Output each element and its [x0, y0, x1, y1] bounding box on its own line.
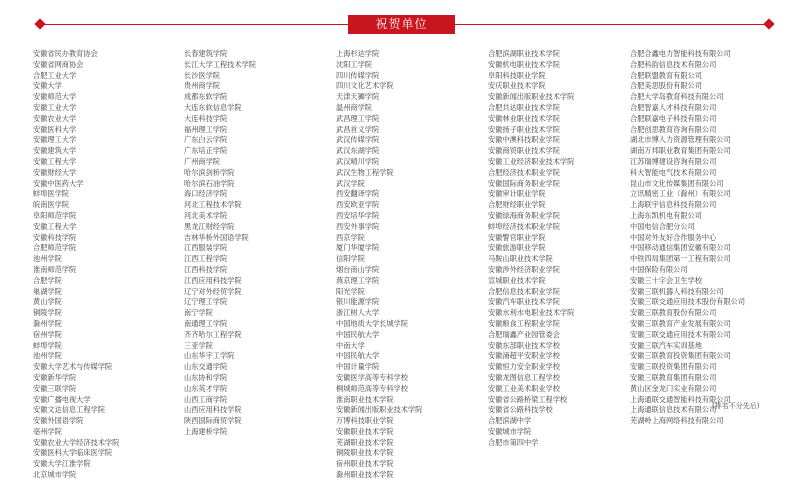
sponsor-name: 安徽大学 — [33, 81, 62, 91]
sponsor-name: 山东协和学院 — [184, 372, 228, 382]
sponsor-name: 安徽农业大学 — [33, 113, 77, 123]
sponsor-name: 合肥师范学院 — [33, 243, 77, 253]
sponsor-name: 合肥科韵信息技术有限公司 — [630, 59, 717, 69]
sponsor-name: 马鞍山职业技术学院 — [488, 254, 553, 264]
sponsor-column-2 — [184, 49, 256, 438]
sponsor-name: 山东交通学院 — [184, 362, 228, 372]
sponsor-name: 安徽三联教育投资集团有限公司 — [630, 351, 731, 361]
sponsor-name: 山西应用科技学院 — [184, 405, 242, 415]
sponsor-name: 安徽省民办教育协会 — [33, 49, 98, 58]
sponsor-name: 安徽工程大学 — [33, 221, 77, 231]
sponsor-name: 烟台南山学院 — [336, 264, 380, 274]
sponsor-name: 合肥市第四中学 — [488, 437, 539, 447]
sponsor-name: 安徽财经大学 — [33, 167, 77, 177]
sponsor-name: 三亚学院 — [184, 340, 213, 350]
sponsor-name: 铜陵学院 — [33, 308, 62, 318]
sponsor-name: 安徽师范大学 — [33, 92, 77, 102]
diamond-ornament-left — [34, 18, 45, 29]
sponsor-name: 安徽三联教育产业发展有限公司 — [630, 318, 731, 328]
sponsor-name: 安徽三十字会卫生学校 — [630, 275, 702, 285]
sponsor-name: 安徽龙图信息工程学校 — [488, 372, 560, 382]
diamond-ornament-right — [763, 18, 774, 29]
header-rule-right — [455, 24, 765, 25]
sponsor-name: 蚌埠学院 — [33, 340, 62, 350]
sponsor-name: 长江大学工程技术学院 — [184, 59, 256, 69]
sponsor-name: 安徽医科大学 — [33, 124, 77, 134]
sponsor-name: 合肥美思股份有限公司 — [630, 81, 702, 91]
sponsor-name: 江西工程学院 — [184, 254, 228, 264]
sponsor-name: 四川文化艺术学院 — [336, 81, 394, 91]
sponsor-name: 安徽三联学院 — [33, 383, 77, 393]
sponsor-name: 安徽建筑大学 — [33, 146, 77, 156]
sponsor-name: 上海通联信息技术有限公司 — [630, 405, 717, 415]
sponsor-name: 合肥大学岛教育科技有限公司 — [630, 92, 724, 102]
sponsor-name: 山东英才学院 — [184, 383, 228, 393]
sponsor-name: 南宁学院 — [184, 308, 213, 318]
sponsor-name: 池州学院 — [33, 351, 62, 361]
sponsor-name: 安徽外国语学院 — [33, 416, 84, 426]
sponsor-name: 黄山学院 — [33, 297, 62, 307]
sponsor-name: 河北美术学院 — [184, 210, 228, 220]
sponsor-name: 皖南医学院 — [33, 200, 69, 210]
page-title: 祝贺单位 — [348, 15, 455, 34]
sponsor-name: 安庆职业技术学院 — [488, 81, 546, 91]
sponsor-name: 万博科技职业学院 — [336, 416, 394, 426]
sponsor-name: 安徽林业职业技术学院 — [488, 113, 560, 123]
sponsor-name: 湖北市博人力资源管理有限公司 — [630, 135, 731, 145]
header-rule-left — [42, 24, 348, 25]
sponsor-name: 广东白云学院 — [184, 135, 228, 145]
sponsor-name: 宿州学院 — [33, 329, 62, 339]
sponsor-name: 合肥财经职业学院 — [488, 200, 546, 210]
sponsor-name: 武昌理工学院 — [336, 113, 380, 123]
sponsor-name: 桐城师范高等专科学校 — [336, 383, 408, 393]
sponsor-name: 安徽新闻出版职业技术学院 — [488, 92, 575, 102]
sponsor-name: 安徽中医药大学 — [33, 178, 84, 188]
sponsor-name: 山西工商学院 — [184, 394, 228, 404]
sponsor-name: 芜湖岭上海网络科技有限公司 — [630, 416, 724, 426]
sponsor-name: 安徽三联汽车实训基地 — [630, 340, 702, 350]
sponsor-name: 阳光学院 — [336, 286, 365, 296]
sponsor-name: 江西应用科技学院 — [184, 275, 242, 285]
sponsor-name: 上海东凯机电有限公司 — [630, 210, 702, 220]
sponsor-name: 淮南职业技术学院 — [336, 394, 394, 404]
sponsor-name: 福州理工学院 — [184, 124, 228, 134]
sponsor-name: 天津天狮学院 — [336, 92, 380, 102]
sponsor-name: 中国民航大学 — [336, 329, 380, 339]
sponsor-name: 黄山区金龙门实业有限公司 — [630, 383, 717, 393]
sponsor-name: 合肥合鑫电力智能科技有限公司 — [630, 49, 731, 58]
header — [0, 0, 798, 50]
sponsor-name: 武昌首义学院 — [336, 124, 380, 134]
sponsor-name: 合肥创思教育咨询有限公司 — [630, 124, 717, 134]
sponsor-name: 安徽职业技术学院 — [336, 426, 394, 436]
sponsor-name: 安徽三联交通应用技术有限公司 — [630, 329, 731, 339]
sponsor-name: 中国计量学院 — [336, 362, 380, 372]
sponsor-name: 安徽东部职业技术学校 — [488, 340, 560, 350]
sponsor-name: 北京城市学院 — [33, 470, 77, 480]
sponsor-name: 中国保险有限公司 — [630, 264, 688, 274]
sponsor-name: 江西科技学院 — [184, 264, 228, 274]
sponsor-name: 安徽新闻出版职业技术学院 — [336, 405, 423, 415]
sponsor-name: 安徽扬子职业技术学院 — [488, 124, 560, 134]
sponsor-name: 浙江树人大学 — [336, 308, 380, 318]
sponsor-name: 武汉晴川学院 — [336, 156, 380, 166]
sponsor-name: 上海通联交通智能科技有限公司 — [630, 394, 731, 404]
sponsor-name: 西安培华学院 — [336, 210, 380, 220]
sponsor-name: 安徽涌超平安职业学校 — [488, 351, 560, 361]
sponsor-name: 中国电信合肥分公司 — [630, 221, 695, 231]
sponsor-name: 安徽警官职业学院 — [488, 232, 546, 242]
sponsor-column-5 — [630, 49, 745, 427]
sponsor-name: 贵州商学院 — [184, 81, 220, 91]
sponsor-name: 安徽大学江淮学院 — [33, 459, 91, 469]
sponsor-name: 安徽科技学院 — [33, 232, 77, 242]
sponsor-name: 银川能源学院 — [336, 297, 380, 307]
sponsor-name: 合肥联盟教育有限公司 — [630, 70, 702, 80]
sponsor-name: 四川传媒学院 — [336, 70, 380, 80]
sponsor-name: 合肥滨湖职业技术学院 — [488, 49, 560, 58]
sponsor-name: 安徽机电职业技术学院 — [488, 59, 560, 69]
sponsor-name: 西安欧亚学院 — [336, 200, 380, 210]
sponsor-name: 信阳学院 — [336, 254, 365, 264]
sponsor-name: 科大智能电气技术有限公司 — [630, 167, 717, 177]
sponsor-name: 安徽工业大学 — [33, 102, 77, 112]
sponsor-name: 安徽广播电视大学 — [33, 394, 91, 404]
sponsor-name: 立讯精密工业（滁州）有限公司 — [630, 189, 731, 199]
sponsor-name: 安徽省公路科技学校 — [488, 405, 553, 415]
sponsor-name: 武汉传媒学院 — [336, 135, 380, 145]
sponsor-name: 淮南师范学院 — [33, 264, 77, 274]
sponsor-name: 安徽三联机器人科技有限公司 — [630, 286, 724, 296]
sponsor-name: 阜阳科技职业学院 — [488, 70, 546, 80]
sponsor-name: 广州商学院 — [184, 156, 220, 166]
sponsor-name: 上海联宇信息科技有限公司 — [630, 200, 717, 210]
sponsor-name: 安徽三联教育集团有限公司 — [630, 372, 717, 382]
sponsor-name: 合肥滨湖中学 — [488, 416, 532, 426]
sponsor-name: 宣城职业技术学院 — [488, 275, 546, 285]
sponsor-name: 上海杉达学院 — [336, 49, 380, 58]
sponsor-name: 安徽省网商协会 — [33, 59, 84, 69]
sponsor-name: 西安外事学院 — [336, 221, 380, 231]
sponsor-name: 安徽工程大学 — [33, 156, 77, 166]
sponsor-name: 安徽新华学院 — [33, 372, 77, 382]
sponsor-name: 西京学院 — [336, 232, 365, 242]
sponsor-name: 河北工程技术学院 — [184, 200, 242, 210]
sponsor-columns — [0, 49, 798, 480]
sponsor-name: 海口经济学院 — [184, 189, 228, 199]
sponsor-name: 安徽文达信息工程学院 — [33, 405, 105, 415]
sponsor-name: 安徽农业大学经济技术学院 — [33, 437, 120, 447]
sponsor-column-3 — [336, 49, 422, 481]
sponsor-name: 安徽理工大学 — [33, 135, 77, 145]
sponsor-name: 江西服装学院 — [184, 243, 228, 253]
sponsor-name: 安徽工业美术职业学校 — [488, 383, 560, 393]
sponsor-name: 中国地质大学长城学院 — [336, 318, 408, 328]
sponsor-name: 武汉东湖学院 — [336, 146, 380, 156]
sponsor-name: 合肥经济技术职业学院 — [488, 167, 560, 177]
sponsor-name: 山东华宇工学院 — [184, 351, 235, 361]
sponsor-name: 滁州职业技术学院 — [336, 470, 394, 480]
sponsor-name: 安徽医科大学临床医学院 — [33, 448, 113, 458]
sponsor-name: 西安翻译学院 — [336, 189, 380, 199]
sponsor-name: 安徽三联交通应用技术股份有限公司 — [630, 297, 746, 307]
sponsor-name: 安徽工业经济职业技术学院 — [488, 156, 575, 166]
sponsor-name: 哈尔滨剑桥学院 — [184, 167, 235, 177]
sponsor-name: 安徽水利水电职业技术学院 — [488, 308, 575, 318]
sponsor-name: 长春建筑学院 — [184, 49, 228, 58]
sponsor-name: 安徽中澳科技职业学院 — [488, 135, 560, 145]
sponsor-name: 安徽医学高等专科学校 — [336, 372, 408, 382]
sponsor-name: 合肥学院 — [33, 275, 62, 285]
sponsor-name: 哈尔滨石油学院 — [184, 178, 235, 188]
sponsor-name: 上海建桥学院 — [184, 426, 228, 436]
sponsor-name: 陕西国际商贸学院 — [184, 416, 242, 426]
sponsor-name: 广东培正学院 — [184, 146, 228, 156]
sponsor-name: 合肥共达职业技术学院 — [488, 102, 560, 112]
sponsor-name: 滁州学院 — [33, 318, 62, 328]
sponsor-name: 厦门华厦学院 — [336, 243, 380, 253]
sponsor-name: 合肥工业大学 — [33, 70, 77, 80]
sponsor-name: 安徽三联投资集团有限公司 — [630, 362, 717, 372]
sponsor-name: 中国移动通信集团安徽有限公司 — [630, 243, 731, 253]
sponsor-name: 合肥智嘉人才科技有限公司 — [630, 102, 717, 112]
sponsor-name: 武汉学院 — [336, 178, 365, 188]
sponsor-name: 蚌埠经济技术职业学院 — [488, 221, 560, 231]
sponsor-name: 池州学院 — [33, 254, 62, 264]
sponsor-name: 中铁四局集团第一工程有限公司 — [630, 254, 731, 264]
sponsor-name: 辽宁对外经贸学院 — [184, 286, 242, 296]
sponsor-name: 安徽绿海商务职业学院 — [488, 210, 560, 220]
sponsor-name: 中国对外友好合作服务中心 — [630, 232, 717, 242]
sponsor-name: 安徽粮食工程职业学院 — [488, 318, 560, 328]
sponsor-name: 铜陵职业技术学院 — [336, 448, 394, 458]
sponsor-name: 昆山市文化传媒集团有限公司 — [630, 178, 724, 188]
sponsor-name: 长沙医学院 — [184, 70, 220, 80]
sponsor-name: 齐齐哈尔工程学院 — [184, 329, 242, 339]
sponsor-name: 安徽审计职业学院 — [488, 189, 546, 199]
sponsor-name: 黑龙江财经学院 — [184, 221, 235, 231]
sponsor-name: 蚌埠医学院 — [33, 189, 69, 199]
sponsor-name: 阜阳师范学院 — [33, 210, 77, 220]
sponsor-name: 安徽恒力安全职业学校 — [488, 362, 560, 372]
sponsor-name: 大连科技学院 — [184, 113, 228, 123]
sponsor-name: 安徽汽车职业技术学院 — [488, 297, 560, 307]
sponsor-name: 宿州职业技术学院 — [336, 459, 394, 469]
sponsor-name: 安徽商贸职业技术学院 — [488, 146, 560, 156]
sponsor-column-1 — [33, 49, 119, 481]
sponsor-column-4 — [488, 49, 574, 448]
sponsor-name: 吉林华桥外国语学院 — [184, 232, 249, 242]
sponsor-name: 亳州学院 — [33, 426, 62, 436]
sponsor-name: 南通理工学院 — [184, 318, 228, 328]
sponsor-name: 芜湖职业技术学院 — [336, 437, 394, 447]
sponsor-name: 安徽三联教育股份有限公司 — [630, 308, 717, 318]
sponsor-name: 大连东软信息学院 — [184, 102, 242, 112]
sponsor-name: 安徽国际商务职业学院 — [488, 178, 560, 188]
sponsor-name: 安徽涉外经济职业学院 — [488, 264, 560, 274]
sponsor-name: 沈阳工学院 — [336, 59, 372, 69]
sponsor-name: 巢湖学院 — [33, 286, 62, 296]
sponsor-name: 合肥瑞鑫产业园管委会 — [488, 329, 560, 339]
sponsor-name: 辽宁理工学院 — [184, 297, 228, 307]
sponsor-name: 武汉生物工程学院 — [336, 167, 394, 177]
sponsor-name: 安徽旅游职业学院 — [488, 243, 546, 253]
sponsor-name: 合肥信息技术职业学院 — [488, 286, 560, 296]
sponsor-name: 安徽省公路桥梁工程学校 — [488, 394, 568, 404]
sponsor-name: 燕京理工学院 — [336, 275, 380, 285]
sponsor-name: 湖南万邦职业教育集团有限公司 — [630, 146, 731, 156]
sponsor-name: 安徽城市学院 — [488, 426, 532, 436]
sponsor-name: 中南大学 — [336, 340, 365, 350]
sponsor-name: 安徽大学艺术与传媒学院 — [33, 362, 113, 372]
sponsor-name: 温州商学院 — [336, 102, 372, 112]
sponsor-name: 中国民航大学 — [336, 351, 380, 361]
sponsor-name: 合肥联嘉电子科技有限公司 — [630, 113, 717, 123]
ranking-footnote: (排名不分先后) — [712, 402, 760, 410]
sponsor-name: 成都东软学院 — [184, 92, 228, 102]
sponsor-name: 江苏瑞博建设咨询有限公司 — [630, 156, 717, 166]
